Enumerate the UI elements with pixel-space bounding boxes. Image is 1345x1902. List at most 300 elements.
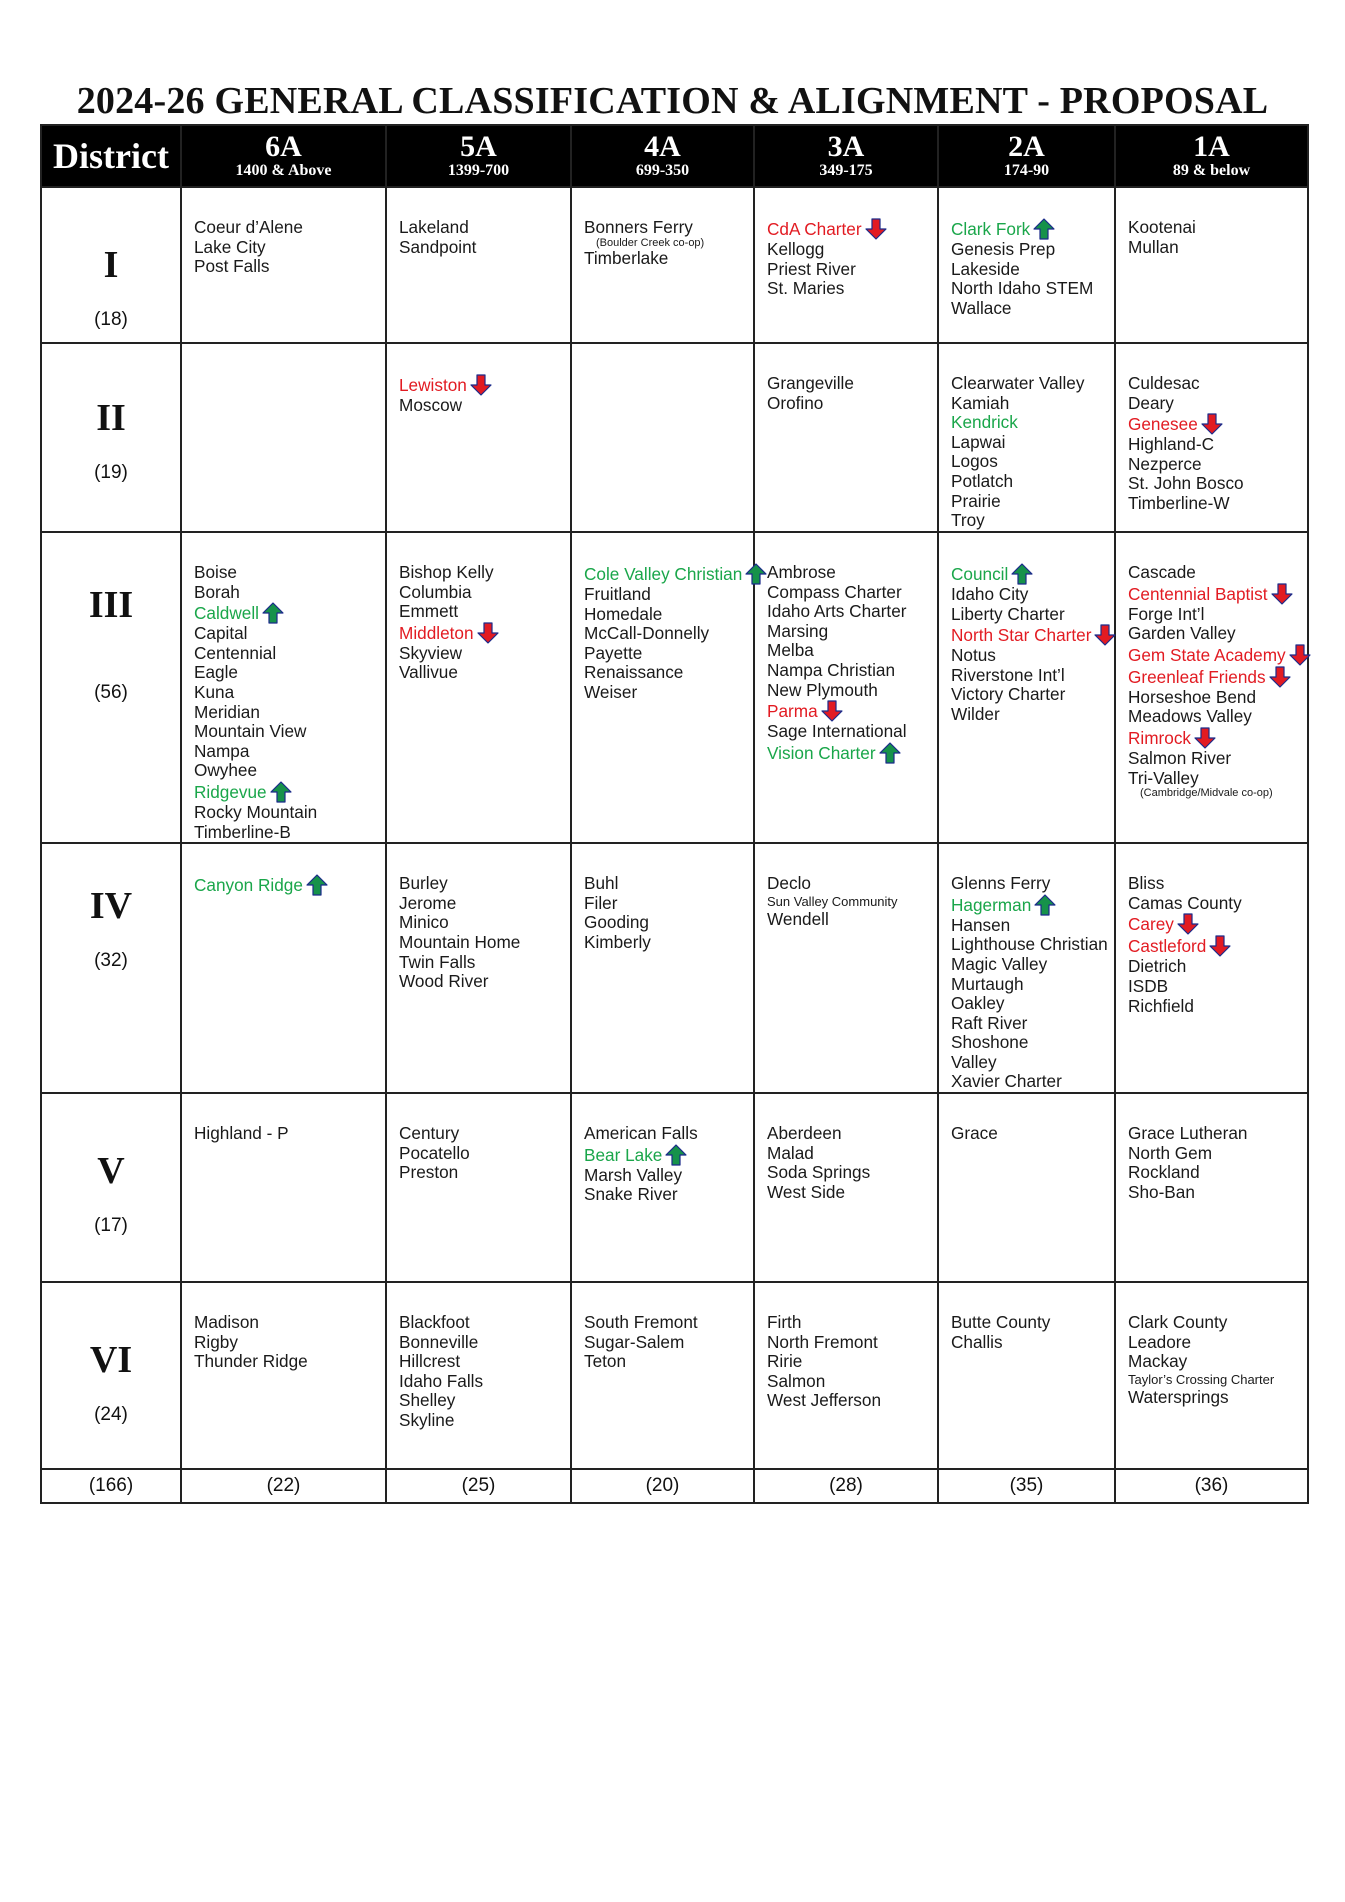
school-entry [399, 933, 570, 953]
school-name: Magic Valley [951, 953, 1048, 974]
school-name: Victory Charter [951, 684, 1066, 705]
classification-cell [181, 343, 386, 532]
school-entry [951, 240, 1114, 260]
school-entry [584, 1144, 753, 1166]
school-entry [1128, 1183, 1307, 1203]
school-name: Melba [767, 640, 814, 661]
school-name: Carey [1128, 914, 1174, 935]
school-entry [951, 935, 1114, 955]
class-name: 3A [827, 130, 865, 163]
school-entry [951, 1072, 1114, 1092]
school-entry [399, 1163, 570, 1183]
school-entry [584, 605, 753, 625]
classification-cell [181, 187, 386, 343]
school-entry [399, 396, 570, 416]
classification-cell [754, 1282, 938, 1469]
school-name: North Idaho STEM [951, 278, 1094, 299]
school-name: Weiser [584, 681, 638, 702]
classification-cell [386, 1282, 571, 1469]
arrow-down-icon [1271, 583, 1293, 605]
school-entry [1128, 688, 1307, 708]
school-name: Skyview [399, 642, 463, 663]
district-label-cell [41, 1093, 181, 1282]
school-name: Clark Fork [951, 219, 1031, 239]
school-entry [1128, 935, 1307, 957]
school-name: Kellogg [767, 239, 825, 259]
school-entry [951, 374, 1114, 394]
school-entry [767, 1391, 937, 1411]
school-entry [951, 260, 1114, 280]
classification-cell [1115, 1282, 1308, 1469]
school-entry [1128, 644, 1307, 666]
alignment-table [40, 124, 1309, 1504]
school-entry [767, 661, 937, 681]
arrow-up-icon [262, 602, 284, 624]
school-entry [951, 605, 1114, 625]
school-name: Mountain Home [399, 931, 521, 952]
school-entry [194, 823, 385, 843]
school-name: Idaho City [951, 584, 1029, 604]
school-entry [194, 803, 385, 823]
school-name: Logos [951, 451, 998, 472]
school-name: Aberdeen [767, 1123, 842, 1144]
class-range: 349-175 [819, 162, 873, 179]
classification-cell [938, 343, 1115, 532]
school-entry [767, 1183, 937, 1203]
school-name: Troy [951, 510, 985, 531]
class-header-5a [386, 125, 571, 187]
school-entry [1128, 435, 1307, 455]
classification-cell [1115, 532, 1308, 843]
school-entry [584, 1124, 753, 1144]
arrow-up-icon [306, 874, 328, 896]
arrow-down-icon [1269, 666, 1291, 688]
school-entry [767, 374, 937, 394]
school-entry [1128, 563, 1307, 583]
school-name: Glenns Ferry [951, 873, 1051, 894]
school-name: Owyhee [194, 760, 258, 781]
classification-cell [754, 187, 938, 343]
school-name: Rigby [194, 1331, 238, 1352]
school-note: Sun Valley Community [767, 893, 898, 909]
school-entry [1128, 624, 1307, 644]
school-name: Highland - P [194, 1123, 289, 1144]
classification-cell [571, 1093, 754, 1282]
school-name: Gem State Academy [1128, 644, 1286, 665]
school-name: Centennial Baptist [1128, 583, 1268, 604]
school-name: Hagerman [951, 894, 1032, 915]
school-entry [951, 1053, 1114, 1073]
school-entry [194, 1124, 385, 1144]
school-name: McCall-Donnelly [584, 623, 710, 644]
class-header-4a [571, 125, 754, 187]
school-name: Marsing [767, 620, 829, 641]
school-entry [1128, 374, 1307, 394]
school-name: Genesee [1128, 414, 1198, 435]
school-name: Xavier Charter [951, 1071, 1062, 1092]
school-name: Grace Lutheran [1128, 1123, 1248, 1144]
arrow-down-icon [1177, 913, 1199, 935]
school-name: Preston [399, 1162, 459, 1183]
school-name: Meadows Valley [1128, 706, 1252, 727]
school-entry [399, 1144, 570, 1164]
school-entry [399, 1391, 570, 1411]
school-name: Rockland [1128, 1162, 1200, 1183]
school-name: Middleton [399, 622, 474, 643]
school-name: Bonneville [399, 1331, 479, 1352]
class-header-1a [1115, 125, 1308, 187]
classification-cell [181, 843, 386, 1093]
school-entry [1128, 1333, 1307, 1353]
school-entry [399, 972, 570, 992]
school-entry [194, 761, 385, 781]
district-school-count: (32) [94, 950, 128, 972]
class-header-3a [754, 125, 938, 187]
school-entry [767, 1124, 937, 1144]
school-entry [584, 218, 753, 238]
school-name: Horseshoe Bend [1128, 686, 1257, 707]
school-entry [399, 894, 570, 914]
school-name: West Jefferson [767, 1390, 882, 1411]
district-row [41, 187, 1308, 343]
school-name: West Side [767, 1181, 846, 1202]
school-name: Kootenai [1128, 217, 1196, 237]
school-name: Boise [194, 562, 237, 582]
school-name: Idaho Falls [399, 1370, 484, 1391]
school-entry [767, 240, 937, 260]
school-entry [584, 663, 753, 683]
school-name: Marsh Valley [584, 1164, 683, 1185]
classification-cell [754, 1093, 938, 1282]
school-name: Idaho Arts Charter [767, 601, 907, 622]
school-name: St. Maries [767, 278, 845, 299]
school-entry [1128, 605, 1307, 625]
class-name: 6A [265, 130, 302, 163]
school-entry [399, 1313, 570, 1333]
district-row [41, 343, 1308, 532]
school-entry [951, 413, 1114, 433]
school-entry [767, 874, 937, 894]
school-name: Centennial [194, 642, 277, 663]
school-name: Sugar-Salem [584, 1331, 685, 1352]
school-name: Kuna [194, 681, 235, 702]
classification-cell [1115, 843, 1308, 1093]
district-header: District [41, 125, 181, 187]
school-name: Post Falls [194, 256, 270, 277]
school-entry [951, 279, 1114, 299]
school-entry [399, 874, 570, 894]
school-name: Lapwai [951, 431, 1006, 452]
class-name: 5A [460, 130, 497, 163]
school-name: Borah [194, 581, 240, 602]
school-name: Grace [951, 1123, 998, 1144]
school-entry [399, 563, 570, 583]
school-entry [951, 218, 1114, 240]
school-entry [1128, 583, 1307, 605]
school-name: North Fremont [767, 1331, 878, 1352]
school-name: Challis [951, 1331, 1003, 1352]
school-name: Homedale [584, 603, 663, 624]
classification-cell [386, 1093, 571, 1282]
school-name: Compass Charter [767, 581, 902, 602]
school-entry [399, 663, 570, 683]
class-range: 89 & below [1172, 162, 1251, 179]
school-entry [951, 1014, 1114, 1034]
school-entry [951, 685, 1114, 705]
school-entry [951, 452, 1114, 472]
school-entry [584, 1352, 753, 1372]
school-name: Shelley [399, 1390, 456, 1411]
school-name: Minico [399, 912, 449, 933]
school-entry [951, 1033, 1114, 1053]
school-entry [951, 585, 1114, 605]
school-name: Sage International [767, 721, 907, 742]
school-entry [399, 1333, 570, 1353]
school-entry [399, 218, 570, 238]
class-range: 1400 & Above [235, 162, 332, 179]
school-name: Ririe [767, 1351, 803, 1372]
school-name: Timberline-B [194, 821, 291, 842]
school-name: Declo [767, 873, 811, 894]
school-entry [584, 249, 753, 269]
total-3a: (28) [754, 1469, 938, 1503]
school-name: Prairie [951, 490, 1001, 511]
school-name: Clearwater Valley [951, 373, 1085, 393]
school-entry [951, 511, 1114, 531]
school-name: Parma [767, 701, 818, 722]
school-name: Butte County [951, 1312, 1051, 1333]
school-entry [399, 644, 570, 664]
district-row [41, 843, 1308, 1093]
school-entry [1128, 1352, 1307, 1372]
arrow-down-icon [1094, 624, 1116, 646]
school-name: St. John Bosco [1128, 473, 1244, 494]
class-range: 1399-700 [447, 162, 510, 179]
school-entry [584, 683, 753, 703]
school-entry [767, 722, 937, 742]
district-school-count: (18) [94, 309, 128, 330]
school-name: Orofino [767, 392, 824, 413]
arrow-up-icon [1033, 218, 1055, 240]
school-entry [194, 602, 385, 624]
class-name: 2A [1008, 130, 1045, 163]
school-entry [1128, 455, 1307, 475]
school-entry [767, 1163, 937, 1183]
school-name: Bear Lake [584, 1144, 663, 1165]
school-entry [1128, 977, 1307, 997]
page-title: 2024-26 GENERAL CLASSIFICATION & ALIGNMENT - PROPOSAL [76, 80, 1269, 122]
arrow-down-icon [1194, 727, 1216, 749]
school-entry [1128, 413, 1307, 435]
school-entry [951, 624, 1114, 646]
total-2a: (35) [938, 1469, 1115, 1503]
school-entry [399, 1352, 570, 1372]
school-entry [194, 874, 385, 896]
school-name: Meridian [194, 701, 260, 722]
school-name: Firth [767, 1312, 802, 1333]
classification-cell [938, 843, 1115, 1093]
school-entry [767, 218, 937, 240]
school-entry [584, 874, 753, 894]
school-entry [194, 683, 385, 703]
school-name: Cascade [1128, 562, 1196, 582]
school-entry [951, 1124, 1114, 1144]
district-school-count: (17) [94, 1215, 128, 1237]
school-entry [1128, 769, 1307, 789]
district-row [41, 532, 1308, 843]
school-entry [1128, 218, 1307, 238]
school-name: Hansen [951, 914, 1011, 935]
school-name: Nampa Christian [767, 659, 895, 680]
school-entry [399, 602, 570, 622]
classification-cell [181, 532, 386, 843]
district-label-cell [41, 187, 181, 343]
school-name: Raft River [951, 1012, 1028, 1033]
school-name: Wallace [951, 297, 1012, 318]
school-entry [1128, 394, 1307, 414]
school-entry [1128, 494, 1307, 514]
school-name: Burley [399, 873, 448, 894]
arrow-down-icon [470, 374, 492, 396]
class-name: 1A [1193, 130, 1230, 163]
school-name: Genesis Prep [951, 239, 1056, 259]
school-entry [767, 260, 937, 280]
school-name: Rimrock [1128, 727, 1192, 748]
school-name: Liberty Charter [951, 603, 1065, 624]
district-numeral: VI [89, 1339, 133, 1382]
school-name: Mackay [1128, 1351, 1188, 1372]
school-name: Filer [584, 892, 618, 913]
class-name: 4A [644, 130, 681, 163]
school-name: Rocky Mountain [194, 801, 318, 822]
school-entry [951, 492, 1114, 512]
school-entry [399, 622, 570, 644]
classification-cell [754, 843, 938, 1093]
classification-cell [571, 843, 754, 1093]
school-entry [1128, 997, 1307, 1017]
school-name: Lakeland [399, 217, 469, 237]
school-name: Twin Falls [399, 951, 476, 972]
school-name: Ridgevue [194, 781, 267, 802]
arrow-up-icon [1011, 563, 1033, 585]
school-entry [194, 238, 385, 258]
school-name: Sandpoint [399, 236, 477, 257]
total-5a: (25) [386, 1469, 571, 1503]
classification-cell [754, 532, 938, 843]
school-entry [584, 913, 753, 933]
district-numeral: V [97, 1150, 125, 1193]
school-entry [951, 975, 1114, 995]
school-entry [767, 1333, 937, 1353]
school-name: Malad [767, 1142, 814, 1163]
school-name: Canyon Ridge [194, 875, 303, 896]
school-entry [767, 563, 937, 583]
school-name: Renaissance [584, 662, 684, 683]
school-entry [194, 257, 385, 277]
school-name: Payette [584, 642, 643, 663]
school-name: Shoshone [951, 1032, 1029, 1053]
school-entry [399, 583, 570, 603]
school-name: ISDB [1128, 975, 1169, 996]
classification-cell [386, 187, 571, 343]
school-name: Culdesac [1128, 373, 1200, 393]
school-name: Deary [1128, 392, 1174, 413]
total-1a: (36) [1115, 1469, 1308, 1503]
school-entry [1128, 1163, 1307, 1183]
school-entry [951, 955, 1114, 975]
district-label-cell [41, 343, 181, 532]
school-entry [584, 563, 753, 585]
school-name: Lake City [194, 236, 266, 257]
school-entry [767, 1352, 937, 1372]
district-numeral: IV [89, 885, 133, 928]
school-name: Bishop Kelly [399, 562, 494, 582]
arrow-up-icon [665, 1144, 687, 1166]
school-entry [767, 681, 937, 701]
school-entry [951, 916, 1114, 936]
district-row [41, 1093, 1308, 1282]
arrow-up-icon [270, 781, 292, 803]
classification-cell [938, 532, 1115, 843]
school-entry [767, 279, 937, 299]
district-school-count: (56) [94, 682, 128, 703]
school-name: Greenleaf Friends [1128, 666, 1266, 687]
arrow-down-icon [1209, 935, 1231, 957]
school-entry [767, 1372, 937, 1392]
school-name: Skyline [399, 1410, 455, 1431]
school-entry [399, 1124, 570, 1144]
school-entry [399, 953, 570, 973]
school-name: Forge Int’l [1128, 603, 1205, 624]
school-entry [1128, 666, 1307, 688]
school-entry [767, 641, 937, 661]
school-name: Leadore [1128, 1331, 1192, 1352]
school-entry [194, 583, 385, 603]
school-name: Priest River [767, 258, 856, 279]
school-name: CdA Charter [767, 219, 862, 239]
school-entry [194, 1352, 385, 1372]
school-name: Vallivue [399, 662, 458, 683]
school-entry [951, 705, 1114, 725]
school-entry [584, 1333, 753, 1353]
school-name: Madison [194, 1312, 259, 1333]
district-rows [41, 187, 1308, 1469]
school-note: (Boulder Creek co-op) [596, 236, 705, 249]
school-name: Jerome [399, 892, 457, 913]
school-name: Snake River [584, 1184, 678, 1205]
totals-row [41, 1469, 1308, 1503]
school-name: Wilder [951, 703, 1000, 724]
arrow-down-icon [1201, 413, 1223, 435]
school-name: Riverstone Int’l [951, 664, 1065, 685]
school-name: Wood River [399, 971, 489, 992]
school-entry [951, 394, 1114, 414]
school-entry [584, 1185, 753, 1205]
classification-cell [181, 1093, 386, 1282]
school-entry [1128, 1388, 1307, 1408]
district-label-cell [41, 843, 181, 1093]
school-entry [767, 622, 937, 642]
district-row [41, 1282, 1308, 1469]
school-name: Ambrose [767, 562, 836, 582]
school-name: Capital [194, 623, 248, 644]
class-range: 699-350 [635, 162, 690, 179]
school-entry [584, 933, 753, 953]
school-name: Castleford [1128, 936, 1207, 957]
school-entry [194, 1313, 385, 1333]
school-entry [584, 894, 753, 914]
school-name: Nezperce [1128, 453, 1202, 474]
